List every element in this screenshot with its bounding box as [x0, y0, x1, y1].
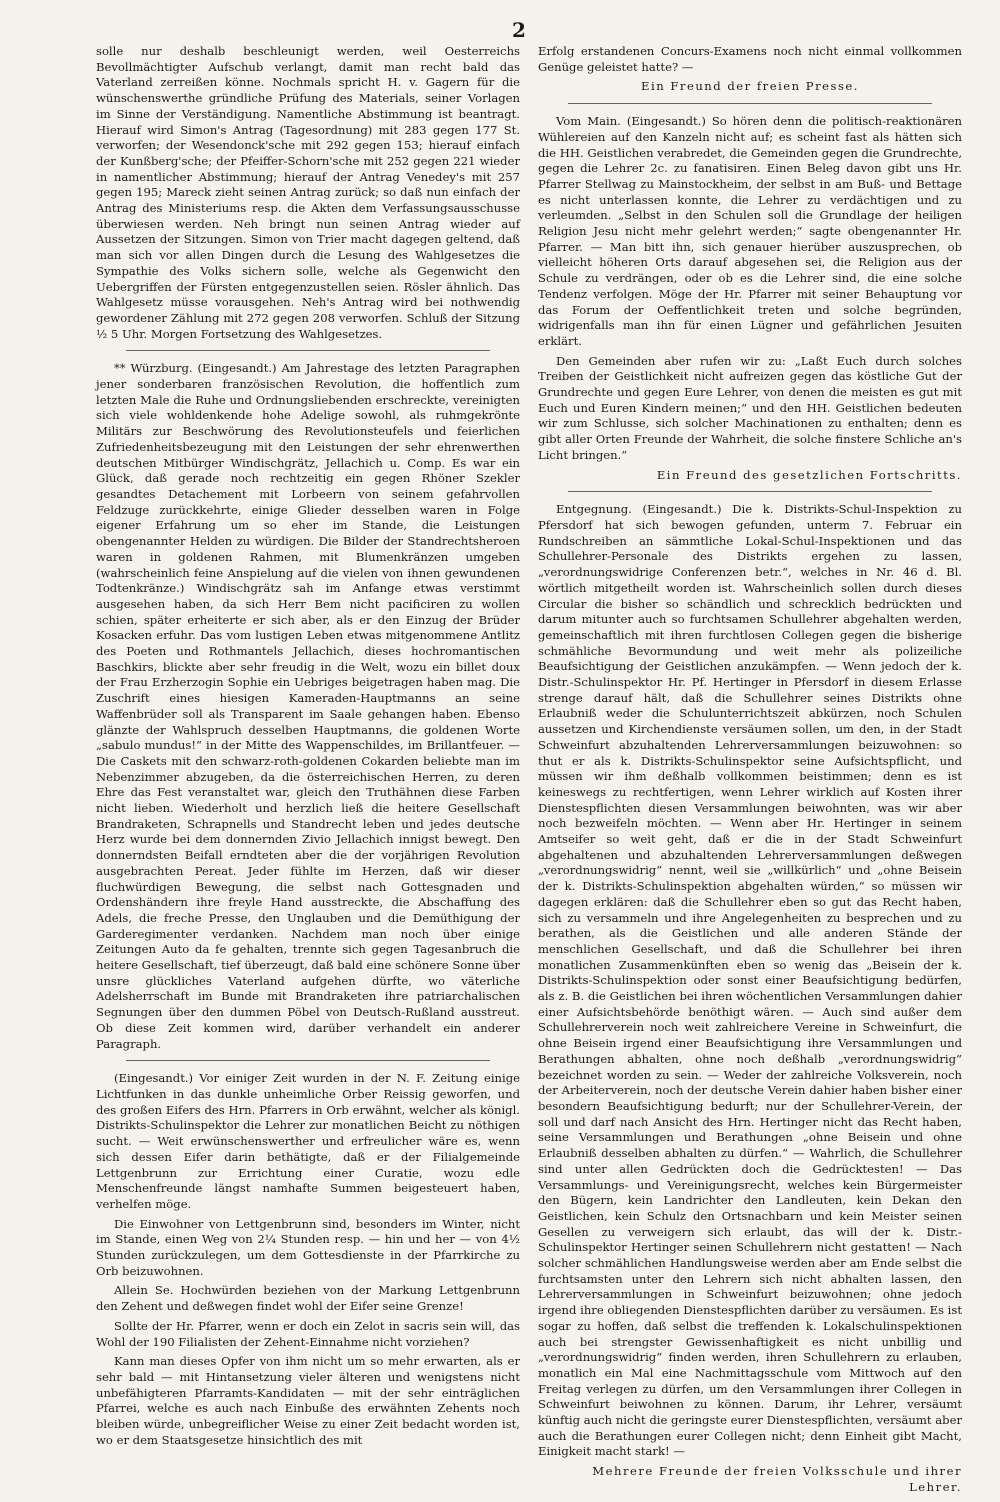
entgegnung-article: Entgegnung. (Eingesandt.) Die k. Distrikts-Schul-Inspektion zu Pfersdorf hat sich bewogen gefunden, unterm 7. Februar ein Rundschreiben an sämmtliche Lokal-Schul-Inspektionen und das Schullehrer-Personale des Distrikts ergehen zu lassen, „verordnungswidrige Conferenzen betr.“, welches in Nr. 46 d. Bl. wörtlich mitgetheilt worden ist. Wahrscheinlich sollen durch dieses Circular die bisher so schändlich und schrecklich bedrückten und darum mitunter auch so furchtsamen Schullehrer abgehalten werden, gemeinschaftlich mit ihren furchtlosen Collegen gegen die bisherige schmähliche Bevormundung und weit mehr als polizeiliche Beaufsichtigung der Geistlichen anzukämpfen. — Wenn jedoch der k. Distr.-Schulinspektor Hr. Pf. Hertinger in Pfersdorf in diesem Erlasse strenge darauf hält, daß die Schullehrer seines Distrikts ohne Erlaubniß weder die Schulunterrichtszeit abkürzen, noch Schulen aussetzen und Kirchendienste versäumen sollen, um den, in der Stadt Schweinfurt abzuhaltenden Lehrerversammlungen beizuwohnen: so thut er als k. Distrikts-Schulinspektor seine Aufsichtspflicht, und müssen wir ihm deßhalb vollkommen beistimmen; denn es ist keineswegs zu rechtfertigen, wenn Lehrer wirklich auf Kosten ihrer Dienstespflichten diesen Versammlungen beiwohnten, was wir aber noch bezweifeln möchten. — Wenn aber Hr. Hertinger in seinem Amtseifer so weit geht, daß er die in der Stadt Schweinfurt abgehaltenen und abzuhaltenden Lehrerversammlungen deßwegen „verordnungswidrig“ nennt, weil sie „willkürlich“ und „ohne Beisein der k. Distrikts-Schulinspektion abgehalten würden,“ so müssen wir dagegen erklären: daß die Schullehrer eben so gut das Recht haben, sich zu versammeln und ihre Angelegenheiten zu besprechen und zu berathen, als die Geistlichen und alle anderen Stände der menschlichen Gesellschaft, und daß die Schullehrer bei ihren monatlichen Zusammenkünften eben so wenig das „Beisein der k. Distrikts-Schulinspektion oder sonst einer Beaufsichtigung bedürfen, als z. B. die Geistlichen bei ihren wöchentlichen Versammlungen dahier einer Aufsichtsbehörde benöthigt wären. — Auch sind außer dem Schullehrerverein noch weit zahlreichere Vereine in Schweinfurt, die ohne Beisein irgend einer Beaufsichtigung ihre Versammlungen und Berathungen abhalten, ohne noch deßhalb „verordnungswidrig“ bezeichnet worden zu sein. — Weder der zahlreiche Volksverein, noch der Arbeiterverein, noch der deutsche Verein dahier haben bisher einer besondern Beaufsichtigung bedurft; nur der Schullehrer-Verein, der soll und darf nach Ansicht des Hrn. Hertinger nicht das Recht haben, seine Versammlungen und Berathungen „ohne Beisein und ohne Erlaubniß desselben abhalten zu dürfen.“ — Wahrlich, die Schullehrer sind unter allen Gedrückten doch die Gedrücktesten! — Das Versammlungs- und Vereinigungsrecht, welches kein Bürgermeister den Bügern, kein Landrichter den Landleuten, kein Dekan den Geistlichen, kein Schulz den Ortsnachbarn und kein Meister seinen Gesellen zu verweigern sich erlaubt, das will der k. Distr.-Schulinspektor Hertinger seinen Schullehrern nicht gestatten! — Nach solcher schmählichen Handlungsweise werden aber am Ende selbst die furchtsamsten unter den Lehrern sich nicht abhalten lassen, den Lehrerversammlungen in Schweinfurt beizuwohnen; ohne jedoch irgend ihre obliegenden Dienstespflichten darüber zu versäumen. Es ist sogar zu hoffen, daß selbst die treffenden k. Lokalschulinspektionen auch bei strengster Gewissenhaftigkeit es nicht unbillig und „verordnungswidrig“ finden werden, ihren Schullehrern zu erlauben, monatlich ein Mal eine Nachmittagsschule vom Mittwoch auf den Freitag verlegen zu dürfen, um den Versammlungen ihrer Collegen in Schweinfurt beiwohnen zu können. Darum, ihr Lehrer, versäumt künftig auch nicht die geringste eurer Dienstespflichten, versäumt aber auch die Berathungen eurer Collegen nicht; denn Einheit gibt Macht, Einigkeit macht stark! — — [538, 502, 962, 1459]
lettgenbrunn-paragraph: Kann man dieses Opfer von ihm nicht um so mehr erwarten, als er sehr bald — mit Hintansetzung vieler älteren und wenigstens nicht unbefähigteren Pfarramts-Kandidaten — mit der sehr einträglichen Pfarrei, welche es auch nach Einbuße des erwähnten Zehents noch bleiben würde, unbegreiflicher Weise zu einer Zeit bedacht worden ist, wo er dem Staatsgesetze hinsichtlich des mit — [96, 1354, 520, 1447]
signature-press-friend: Ein Freund der freien Presse. — [641, 79, 859, 94]
continuation-paragraph: Erfolg erstandenen Concurs-Examens noch nicht einmal vollkommen Genüge geleistet hatte? — — [538, 44, 962, 74]
lettgenbrunn-paragraph: (Eingesandt.) Vor einiger Zeit wurden in der N. F. Zeitung einige Lichtfunken in das dunkle unheimliche Orber Reissig geworfen, und des großen Eifers des Hrn. Pfarrers in Orb erwähnt, welcher als königl. Distrikts-Schulinspektor die Lehrer zur monatlichen Beicht zu nöthigen sucht. — Weit erwünschenswerther und erfreulicher wäre es, wenn sich dessen Eifer darin bethätigte, daß er der Filialgemeinde Lettgenbrunn zur Errichtung einer Curatie, wozu edle Menschenfreunde längst namhafte Summen beigesteuert haben, verhelfen möge. — [96, 1071, 520, 1211]
column-divider — [568, 491, 932, 492]
page-number: 2 — [512, 18, 526, 42]
lettgenbrunn-paragraph: Allein Se. Hochwürden beziehen von der Markung Lettgenbrunn den Zehent und deßwegen findet wohl der Eifer seine Grenze! — [96, 1283, 520, 1314]
wuerzburg-article: ** Würzburg. (Eingesandt.) Am Jahrestage des letzten Paragraphen jener sonderbaren französischen Revolution, die hoffentlich zum letzten Male die Ruhe und Ordnungsliebenden erschreckte, vereinigten sich viele wohldenkende hohe Adelige sowohl, als ruhmgekrönte Militärs zur Beschwörung des Revolutionsteufels und feierlichen Zufriedenheitsbezeugung mit den Leistungen der sehr ehrenwerthen deutschen Mitbürger Windischgrätz, Jellachich u. Comp. Es war ein Glück, daß gerade noch rechtzeitig ein gegen Rhöner Szekler gesandtes Detachement mit Lorbeern von seinem gefahrvollen Feldzuge zurückkehrte, einige Glieder desselben waren in Folge eigener Erfahrung um so eher im Stande, die Leistungen obengenannter Helden zu würdigen. Die Bilder der Standrechtsheroen waren in goldenen Rahmen, mit Blumenkränzen umgeben (wahrscheinlich feine Anspielung auf die vielen von ihnen gewundenen Todtenkränze.) Windischgrätz sah im Anfange etwas verstimmt ausgesehen haben, da sich Herr Bem nicht pacificiren zu wollen schien, später erheiterte er sich aber, als er den Einzug der Brüder Kosacken erfuhr. Das vom lustigen Leben etwas mitgenommene Antlitz des Poeten und Rothmantels Jellachich, dieses hochromantischen Baschkirs, blickte aber sehr freudig in die Welt, wozu ein billet doux der Frau Erzherzogin Sophie ein Uebriges beigetragen haben mag. Die Zuschrift eines hiesigen Kameraden-Hauptmanns an seine Waffenbrüder soll als Transparent im Saale gehangen haben. Ebenso glänzte der Wahlspruch desselben Hauptmanns, die goldenen Worte „sabulo mundus!“ in der Mitte des Wappenschildes, im Brillantfeuer. — Die Caskets mit den schwarz-roth-goldenen Cokarden beliebte man im Nebenzimmer abzugeben, da die österreichischen Herren, zu deren Ehre das Fest veranstaltet war, gleich den Truthähnen diese Farben nicht lieben. Wiederholt und herzlich ließ die heitere Gesellschaft Brandraketen, Schrapnells und Standrecht leben und jedes deutsche Herz wurde bei dem donnernden Zivio Jellachich innigst bewegt. Den donnerndsten Beifall erndteten aber die der vorjährigen Revolution ausgebrachten Pereat. Jeder fühlte im Herzen, daß wir dieser fluchwürdigen Bewegung, die selbst nach Gottesgnaden und Ordenshändern ihre freyle Hand ausstreckte, die Abschaffung des Adels, die freche Presse, den Unglauben und die Demüthigung der Garderegimenter verdanken. Nachdem man noch über einige Zeitungen Auto da fe gehalten, trennte sich gegen Tagesanbruch die heitere Gesellschaft, tief überzeugt, daß bald eine schönere Sonne über unsre glückliches Vaterland aufgehen dürfte, wo väterliche Adelsherrschaft im Bunde mit Brandraketen ihre patriarchalischen Segnungen über den dummen Pöbel von Deutsch-Rußland ausstreut. Ob diese Zeit kommen wird, darüber verhandelt ein anderer Paragraph. — [96, 361, 521, 1051]
lettgenbrunn-paragraph: Die Einwohner von Lettgenbrunn sind, besonders im Winter, nicht im Stande, einen Weg von 2¼ Stunden resp. — hin und her — von 4½ Stunden zurückzulegen, um dem Gottesdienste in der Pfarrkirche zu Orb beizuwohnen. — [96, 1216, 520, 1278]
lettgenbrunn-paragraph: Sollte der Hr. Pfarrer, wenn er doch ein Zelot in sacris sein will, das Wohl der 190 Filialisten der Zehent-Einnahme nicht vorziehen? — [96, 1318, 520, 1349]
signature-volksschule-friends: Mehrere Freunde der freien Volksschule und ihrer Lehrer. — [592, 1464, 962, 1494]
vom-main-article: Vom Main. (Eingesandt.) So hören denn die politisch-reaktionären Wühlereien auf den Kanzeln nicht auf; es scheint fast als hätten sich die HH. Geistlichen verabredet, die Gemeinden gegen die Grundrechte, gegen die Lehrer 2c. zu fanatisiren. Einen Beleg davon gibt uns Hr. Pfarrer Stellwag zu Mainstockheim, der selbst in am Buß- und Bettage es nicht unterlassen konnte, die Lehrer zu verdächtigen und zu verleumden. „Selbst in den Schulen soll die Grundlage der heiligen Religion Jesu nicht mehr gelehrt werden;“ sagte obengenannter Hr. Pfarrer. — Man bitt ihn, sich genauer hierüber auszusprechen, ob vielleicht höheren Orts darauf abgesehen sei, die Religion aus der Schule zu verdrängen, oder ob es die Lehrer sind, die eine solche Tendenz verfolgen. Möge der Hr. Pfarrer mit seiner Behauptung vor das Forum der Oeffentlichkeit treten und solche begründen, widrigenfalls man ihn für einen Lügner und gefährlichen Jesuiten erklärt. — [538, 114, 962, 348]
vom-main-article: Den Gemeinden aber rufen wir zu: „Laßt Euch durch solches Treiben der Geistlichkeit nicht aufreizen gegen das köstliche Gut der Grundrechte und gegen Eure Lehrer, von denen die meisten es gut mit Euch und Euren Kindern meinen;“ und den HH. Geistlichen bedeuten wir zum Schlusse, sich solcher Machinationen zu enthalten; denn es gibt aller Orten Freunde der Wahrheit, die solche finstere Schliche an's Licht bringen.“ — [538, 353, 962, 462]
column-divider — [126, 1060, 490, 1061]
frankfurt-report-paragraph: solle nur deshalb beschleunigt werden, weil Oesterreichs Bevollmächtigter Aufschub verlangt, damit man recht bald das Vaterland zerreißen könne. Nochmals spricht H. v. Gagern für die wünschenswerthe gründliche Prüfung des Materials, seiner Vorlagen im Sinne der Verständigung. Namentliche Abstimmung ist beantragt. Hierauf wird Simon's Antrag (Tagesordnung) mit 283 gegen 177 St. verworfen; der Wesendonck'sche mit 292 gegen 153; hierauf einfach der Kunßberg'sche; der Pfeiffer-Schorn'sche mit 252 gegen 221 wieder in namentlicher Abstimmung; hierauf der Antrag Venedey's mit 257 gegen 195; Mareck zieht seinen Antrag zurück; so daß nun einfach der Antrag des Ministeriums resp. die Akten dem Verfassungsausschusse überwiesen werden. Neh bringt nun seinen Antrag wieder auf Aussetzen der Sitzungen. Simon von Trier macht dagegen geltend, daß man sich vor allen Dingen durch die Lesung des Wahlgesetzes die Sympathie des Volks sichern solle, welche als Gegenwicht den Uebergriffen der Fürsten entgegenzustellen seien. Rösler ähnlich. Das Wahlgesetz müsse vorausgehen. Neh's Antrag wird bei nothwendig gewordener Zählung mit 272 gegen 208 verworfen. Schluß der Sitzung ½ 5 Uhr. Morgen Fortsetzung des Wahlgesetzes. — [96, 44, 520, 341]
signature-progress-friend: Ein Freund des gesetzlichen Fortschritts. — [656, 467, 962, 482]
right-column — [538, 44, 962, 1502]
column-divider — [126, 350, 490, 351]
column-divider — [568, 103, 932, 104]
left-column — [96, 44, 520, 1452]
